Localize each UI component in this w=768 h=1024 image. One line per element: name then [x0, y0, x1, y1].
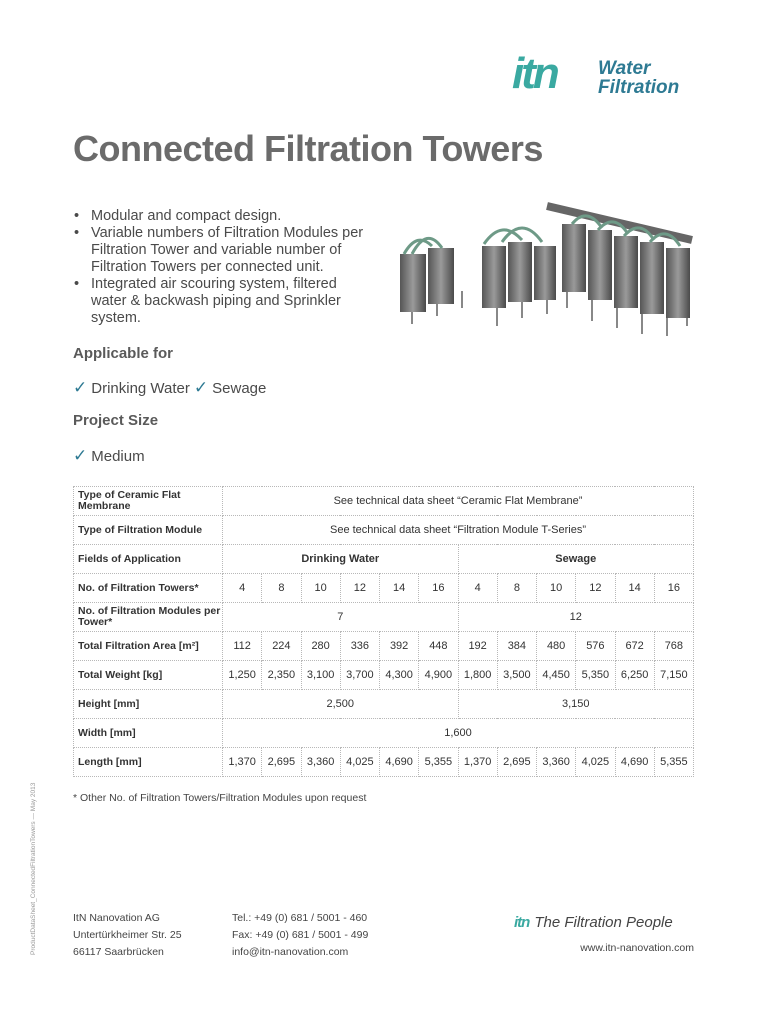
table-cell: 4,900: [419, 661, 458, 690]
table-cell: 4,690: [380, 748, 419, 777]
applicable-item: Drinking Water: [91, 379, 190, 397]
table-cell: 336: [340, 632, 379, 661]
phone-text: Tel.: +49 (0) 681 / 5001 - 460: [232, 912, 368, 924]
fax-text: Fax: +49 (0) 681 / 5001 - 499: [232, 929, 369, 941]
table-cell: 12: [458, 603, 694, 632]
table-cell: 4,450: [537, 661, 576, 690]
table-cell: 1,250: [223, 661, 262, 690]
table-cell: 576: [576, 632, 615, 661]
row-label: Fields of Application: [74, 545, 223, 574]
table-cell: 3,360: [537, 748, 576, 777]
table-cell: 4: [223, 574, 262, 603]
table-cell: 2,695: [497, 748, 536, 777]
page-title: Connected Filtration Towers: [73, 128, 543, 169]
footer-tagline: [514, 914, 673, 931]
footer-logo-mark: itn: [514, 914, 530, 931]
table-cell: 14: [615, 574, 654, 603]
project-size-item: Medium: [91, 447, 145, 465]
table-row: [74, 603, 694, 632]
checkmark-icon: ✓: [73, 446, 88, 465]
table-cell: 392: [380, 632, 419, 661]
table-cell: 3,360: [301, 748, 340, 777]
row-label: Type of Filtration Module: [74, 516, 223, 545]
feature-item: • Modular and compact design.: [73, 208, 373, 225]
filtration-towers-image: [392, 196, 704, 346]
table-cell: 3,500: [497, 661, 536, 690]
row-label: No. of Filtration Towers*: [74, 574, 223, 603]
table-cell: 112: [223, 632, 262, 661]
row-label: Type of Ceramic Flat Membrane: [74, 487, 223, 516]
table-cell: 384: [497, 632, 536, 661]
row-label: Total Weight [kg]: [74, 661, 223, 690]
row-label: Width [mm]: [74, 719, 223, 748]
table-cell: 5,355: [654, 748, 693, 777]
applicable-heading: Applicable for: [73, 345, 174, 362]
email-text: info@itn-nanovation.com: [232, 946, 349, 958]
feature-list: [73, 208, 373, 327]
row-label: No. of Filtration Modules per Tower*: [74, 603, 223, 632]
table-cell: 4,690: [615, 748, 654, 777]
table-cell: 12: [340, 574, 379, 603]
table-cell: 480: [537, 632, 576, 661]
table-row: [74, 574, 694, 603]
project-size-list: [73, 446, 145, 466]
table-row: [74, 545, 694, 574]
table-cell: 10: [301, 574, 340, 603]
table-cell: 1,370: [458, 748, 497, 777]
row-label: Height [mm]: [74, 690, 223, 719]
address-line: ItN Nanovation AG: [73, 912, 160, 924]
table-cell: 3,100: [301, 661, 340, 690]
table-cell: 16: [419, 574, 458, 603]
logo-word-filtration: Filtration: [598, 77, 680, 98]
table-cell: Drinking Water: [223, 545, 459, 574]
project-size-heading: Project Size: [73, 412, 159, 429]
logo-mark: itn: [512, 49, 557, 98]
website-link[interactable]: www.itn-nanovation.com: [580, 942, 694, 954]
table-cell: 10: [537, 574, 576, 603]
table-row: [74, 690, 694, 719]
row-label: Length [mm]: [74, 748, 223, 777]
table-cell: 16: [654, 574, 693, 603]
table-cell: 5,355: [419, 748, 458, 777]
table-cell: 7,150: [654, 661, 693, 690]
table-row: [74, 632, 694, 661]
address-line: 66117 Saarbrücken: [73, 946, 164, 958]
table-cell: 6,250: [615, 661, 654, 690]
table-cell: 2,695: [262, 748, 301, 777]
specifications-table: [73, 486, 694, 777]
table-cell: Sewage: [458, 545, 694, 574]
row-label: Total Filtration Area [m²]: [74, 632, 223, 661]
table-row: [74, 661, 694, 690]
table-cell: 1,370: [223, 748, 262, 777]
table-cell: See technical data sheet “Filtration Module T-Series”: [223, 516, 694, 545]
table-cell: 4: [458, 574, 497, 603]
tagline-text: The Filtration People: [534, 914, 673, 931]
table-cell: 8: [497, 574, 536, 603]
table-row: [74, 719, 694, 748]
company-logo: [512, 49, 702, 102]
table-cell: 4,025: [576, 748, 615, 777]
table-cell: 192: [458, 632, 497, 661]
table-cell: 3,700: [340, 661, 379, 690]
table-cell: 4,025: [340, 748, 379, 777]
table-cell: 8: [262, 574, 301, 603]
table-cell: 7: [223, 603, 459, 632]
table-cell: 1,600: [223, 719, 694, 748]
table-cell: 1,800: [458, 661, 497, 690]
checkmark-icon: ✓: [193, 378, 209, 397]
table-row: [74, 748, 694, 777]
table-cell: 2,500: [223, 690, 459, 719]
table-cell: 4,300: [380, 661, 419, 690]
contact-info: [232, 910, 368, 961]
address-line: Untertürkheimer Str. 25: [73, 929, 182, 941]
table-cell: 12: [576, 574, 615, 603]
table-footnote: * Other No. of Filtration Towers/Filtration Modules upon request: [73, 792, 367, 804]
logo-word-water: Water: [598, 58, 651, 79]
table-row: [74, 516, 694, 545]
document-id-text: ProductDataSheet_ConnectedFiltrationTowers — May 2013: [30, 782, 37, 955]
table-cell: 448: [419, 632, 458, 661]
table-cell: 14: [380, 574, 419, 603]
table-cell: See technical data sheet “Ceramic Flat Membrane”: [223, 487, 694, 516]
feature-item: • Variable numbers of Filtration Modules per Filtration Tower and variable number of Filtration Towers per connected unit.: [73, 225, 373, 276]
checkmark-icon: ✓: [73, 378, 88, 397]
table-cell: 5,350: [576, 661, 615, 690]
table-row: [74, 487, 694, 516]
feature-item: • Integrated air scouring system, filtered water & backwash piping and Sprinkler system.: [73, 276, 373, 327]
applicable-item: Sewage: [212, 379, 267, 397]
company-address: [73, 910, 182, 961]
table-cell: 768: [654, 632, 693, 661]
table-cell: 3,150: [458, 690, 694, 719]
applicable-list: [73, 378, 266, 398]
table-cell: 280: [301, 632, 340, 661]
table-cell: 224: [262, 632, 301, 661]
table-cell: 672: [615, 632, 654, 661]
table-cell: 2,350: [262, 661, 301, 690]
